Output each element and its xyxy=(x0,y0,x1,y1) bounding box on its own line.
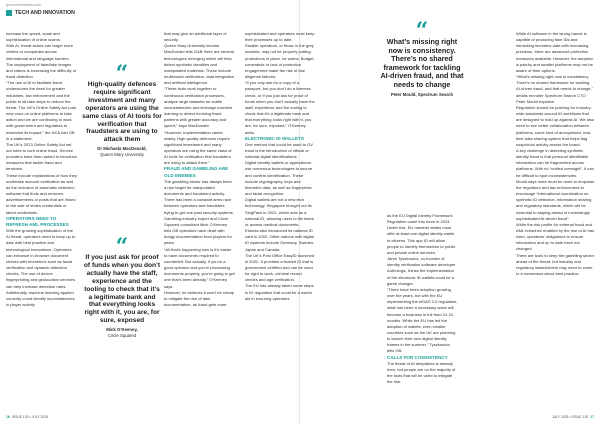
paragraph: “These tools work together to continuous verification processes, analyse large datasets for subtle inconsistencies and leverage machine learning to detect evolving fraud patterns with greater accuracy and speed,” says MacDonald. xyxy=(164,86,233,129)
subheading: OPERATORS NEED TO REFRESH AML PROCESSES xyxy=(6,215,69,227)
issue-label-right: JULY 2025 • ISSUE 130 xyxy=(551,415,589,419)
paragraph: Jarek Tyszkowicz, co-founder of identity verification software developer Authologic, thinks the implementation of the electronic ID wallets could be a game changer. xyxy=(387,256,456,286)
subheading: CALLS FOR CONSISTENCY xyxy=(387,354,448,360)
pull-quote-3 xyxy=(379,18,465,97)
section-title: TECH AND INNOVATION xyxy=(15,10,75,16)
paragraph: “There have been adoption growing over the years, but with the EU implementing the eIDAS 2.0 regulation, what has been a necessary wave will become a business in full from 12-24 months. While the EU has led the adoption of wallets, even smaller countries such as the UK are planning to launch their own digital identity frames in the summer,” Tyszkowicz tells GB. xyxy=(387,286,458,354)
paragraph: Regulation should be pushing for industry-wide standards around ID workflows that are designed to hold up against AI. We also need to see better collaboration between platforms, some kind of anonymised, real-time data sharing system that helps flag suspicious activity across the board. xyxy=(516,104,594,147)
quote-author-role: Circle Squared xyxy=(107,332,137,338)
section-header xyxy=(6,10,75,16)
paragraph: There are tools to keep the gambling sector ahead of the threat, but industry and regulatory stakeholders may need to come to a consensus about best practice. xyxy=(516,252,595,277)
paragraph: “What’s missing right now is consistency. There’s no shared framework for tackling AI-driven fraud, and that needs to change,” details recruiter Spectrum Search CTO Peter Mould explains. xyxy=(516,74,593,104)
paragraph: Digital identity wallets or applications use numerous technologies to secure and confirm identification. These include cryptography, keys and biometric data, as well as fingerprints and facial recognition. xyxy=(245,160,313,197)
footer-right xyxy=(552,415,594,419)
quote-author: Peter Mould, Spectrum Search xyxy=(390,91,454,97)
paragraph: Smaller operators, or those in the grey markets, may not be properly putting protections in place, he warns. Budget constraints or lack of protection engagement make the risk of due diligence failures. xyxy=(245,43,314,80)
paragraph: Under this, EU member states must offer at least one digital identity wallet to citizens. This app ID will allow people to identify themselves to public and private online services. xyxy=(387,225,456,255)
paragraph: The UK’s 2023 Online Safety Act set out rules to curb online fraud. Service providers have been asked to introduce measures that tackle fraud and terrorism. xyxy=(6,141,77,172)
page-number-right: 17 xyxy=(590,415,594,419)
paragraph: While AI software in the wrong hands is capable of producing fake IDs and mimicking biometric data with increasing precision, there are advanced protection measures available. However, the adoption is patchy and smaller platforms may not be aware of their options. xyxy=(516,31,594,73)
paragraph: increase the speed, scale and sophistication of online scams. xyxy=(6,31,61,43)
pull-quote-text: If you just ask for proof of funds when you don’t actually have the staff, experience and the tooling to check that it’s a legitimate bank and that everything looks right with it, you are, for sure, exposed xyxy=(83,254,161,325)
paragraph: “If you only ask for a copy of a passport, but you don’t do a liveness check, or if you just ask for proof of funds when you don’t actually have the staff, experience and the tooling to check that it’s a legitimate bank and that everything looks right with it, you are, for sure, exposed,” O’Keeney adds. xyxy=(245,80,315,135)
paragraph: Digital wallets are not a new tech technology. Singapore brought out its SingPass in 2022, which acts as a national ID, allowing users to file taxes or access medical documents. xyxy=(245,197,314,227)
issue-label-left: ISSUE 130 • JULY 2025 xyxy=(11,415,49,419)
footer-left xyxy=(6,415,48,419)
paragraph: One method that could be used to GV fraud is the introduction of official or national digital identifications. xyxy=(245,141,313,160)
paragraph: A key challenge in detecting synthetic identity fraud is that personal identifiable information can be fragmented across platforms. With no “unified oversight”, it can be difficult to spot inconsistencies. xyxy=(516,147,594,178)
site-url[interactable]: governmentnews.com xyxy=(6,3,41,7)
article-column-1 xyxy=(6,31,77,308)
quote-mark-icon: “ xyxy=(115,234,129,260)
paragraph: These include explanations of how they undertake account verification as well as the inclusion of automatic detection software that finds and removes advertisements or posts that are linked to the sale of stolen credentials or faked credentials. xyxy=(6,172,77,215)
paragraph: as the EU Digital Identity Framework Regulation came into force in 2024. xyxy=(387,213,453,225)
paragraph: With the growing sophistication of the AI threat, operators need to keep up to date with best practice and technological innovations. Operators can enhance in-browser document checks with biometrics such as facial verification and dynamic detection checks. The use of device fingerprinting and geolocation services can help increase detection rates. xyxy=(6,228,76,289)
article-column-5 xyxy=(516,31,595,277)
paragraph: “However, implementation varies widely. High-quality defences require significant investment and many operators are using the same class of AI tools for verification that fraudsters are using to attack them.” xyxy=(164,129,232,166)
paragraph: sophisticated and operators must keep their processes up to date. xyxy=(245,31,315,43)
quote-author-role: Queen Mary University xyxy=(100,151,144,157)
pull-quote-attribution xyxy=(82,327,162,338)
pull-quote-attribution xyxy=(82,146,162,157)
paragraph: Estonia also introduced its national ID card in 2002. Other nations with digital ID systems include Germany, Sweden, Japan and Canada. xyxy=(245,228,315,252)
paragraph: While the risk profile for external fraud and AML breaches enabled by the rise of AI has risen, operators’ obligations to ensure information and up to date have not changed. xyxy=(516,221,595,252)
paragraph: Mould says more must be done to empower the regulators and law enforcement to encourage “international coordination on synthetic ID detection, information sharing and regulatory standards, which will be essential to staying ahead of increasingly sophisticated AI-driven fraud”. xyxy=(516,178,595,221)
article-column-2 xyxy=(164,31,235,308)
pull-quote-2 xyxy=(82,234,162,338)
quote-author: Mick O’Keeney, xyxy=(106,327,138,333)
paragraph: Queen Mary University lecturer MacDonald tells G&B there are several technologies emerging which will help detect synthetic identities and manipulated materials. These include multimodal verification, data integration and artificial intelligence. xyxy=(164,43,235,86)
pull-quote-attribution xyxy=(379,92,465,97)
paragraph: that may give an additional layer of security. xyxy=(164,31,227,43)
paragraph: However, he believes it won’t be cheap to mitigate the rise of fake documentation, as fraud gets more xyxy=(164,289,234,307)
quote-author: Dr Michaela MacDonald, xyxy=(97,146,147,152)
paragraph: The EU has already taken some steps in ID regulation that could be a useful aid in ensuring operators xyxy=(245,283,314,301)
subheading: ELECTRONIC ID WALLETS xyxy=(245,135,304,141)
paragraph: The UK’s Post Office EasyID launched in 2022. It provides a trusted ID that is government certified and can be used for right to work, criminal record checks and age verification. xyxy=(245,252,315,283)
quote-mark-icon: “ xyxy=(415,18,429,44)
paragraph: “All that’s happening now is it’s easier to have documents required to counterfeit. But actually, if you’re a good operator and you’re processing documents properly, you’re going to get one that’s been already,” O’Keeney says. xyxy=(164,246,235,289)
article-column-3 xyxy=(245,31,315,302)
paragraph: The threat of AI deepfakes is already here, but people are on the majority of the tools that will be used to mitigate the risk. xyxy=(387,360,456,385)
paragraph: The gambling sector has always been a ripe target for manipulated documents and fraudulent activity. There has been a constant arms race between operators and fraudsters trying to get one past security systems. xyxy=(164,178,234,215)
section-marker-icon xyxy=(6,10,12,16)
paragraph: Gambling industry expert and Circle Squared consultant Mick O’Keeney tells GB operators have dealt with dodgy documentation from players for years. xyxy=(164,215,232,246)
pull-quote-text: What’s missing right now is consistency. There’s no shared framework for tackling AI-driven fraud, and that needs to change xyxy=(380,37,464,89)
paragraph: With AI, threat actors can target more victims or companies across international and language barriers. The deployment of fake/fake images and videos is increasing the difficulty of fraud detection. xyxy=(6,43,77,80)
article-column-4 xyxy=(387,213,458,385)
paragraph: Additionally, machine learning applied correctly could identify inconsistencies in player activity xyxy=(6,289,75,307)
quote-mark-icon: “ xyxy=(115,61,129,87)
subheading: FRAUD AND GAMBLING ARE OLD ENEMIES xyxy=(164,166,229,178)
pull-quote-1 xyxy=(82,61,162,157)
pull-quote-text: High-quality defences require significant investment and many operators are using the same class of AI tools for verification that fraudsters are using to attack them xyxy=(82,81,162,144)
page-number-left: 16 xyxy=(6,415,10,419)
paragraph: “The use of AI to facilitate fraud underscores the need for greater industries, law enforcement and the public to all take steps to reduce the threat. The UK’s Online Safety Act puts new onus on online platforms to take action and we are continuing to work with government and regulators to maximise its impact,” the NCA told GB in a statement. xyxy=(6,80,77,141)
